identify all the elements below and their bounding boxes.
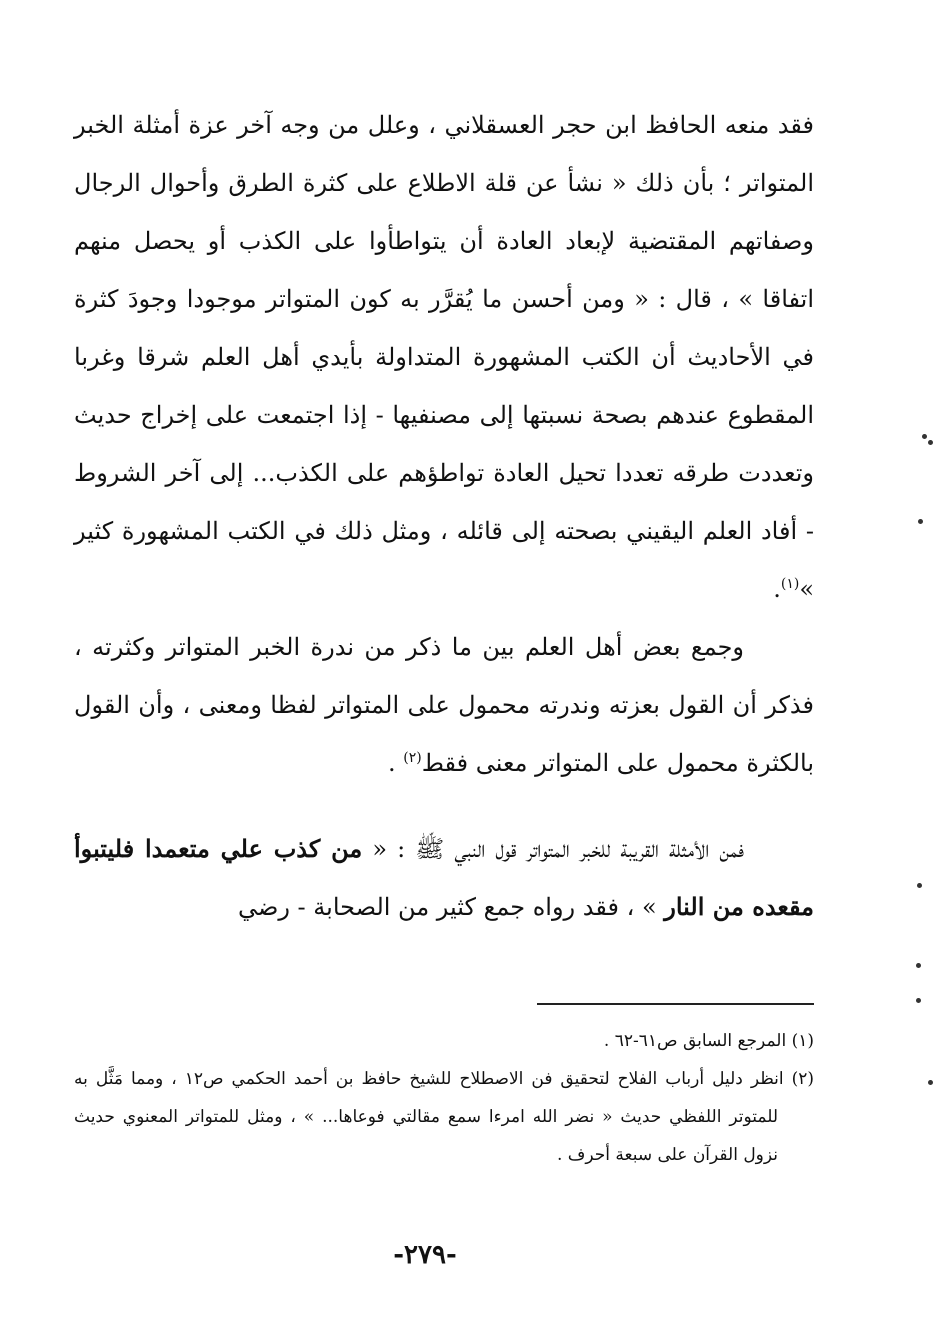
footnote-reference: (١) — [780, 576, 800, 592]
margin-dot — [916, 963, 921, 968]
hadith-quote: من كذب علي متعمدا فليتبوأ مقعده من النار — [74, 834, 814, 921]
margin-dot — [916, 998, 921, 1003]
footnote-reference: (٢) — [403, 750, 422, 766]
footnote-divider — [537, 1003, 814, 1005]
paragraph-text: وجمع بعض أهل العلم بين ما ذكر من ندرة الخبر المتواتر وكثرته ، فذكر أن القول بعزته وندرته محمول على المتواتر لفظا ومعنى ، وأن القول بالكثرة محمول على المتواتر معنى فقط — [74, 633, 814, 777]
footnote: (٢) انظر دليل أرباب الفلاح لتحقيق فن الاصطلاح للشيخ حافظ بن أحمد الحكمي ص١٢ ، ومما مَثَّل به للمتوتر اللفظي حديث « نضر الله امرءا سمع مقالتي فوعاها... » ، ومثل للمتواتر المعنوي حديث نزول القرآن على سبعة أحرف . — [74, 1069, 814, 1165]
footnote: (١) المرجع السابق ص٦١-٦٢ . — [603, 1031, 814, 1051]
paragraph — [74, 618, 814, 792]
margin-dot — [917, 883, 922, 888]
paragraph-text: » ، فقد رواه جمع كثير من الصحابة - رضي — [237, 893, 665, 921]
margin-dot — [918, 519, 923, 524]
paragraph-text: فقد منعه الحافظ ابن حجر العسقلاني ، وعلل من وجه آخر عزة أمثلة الخبر المتواتر ؛ بأن ذلك « نشأ عن قلة الاطلاع على كثرة الطرق وأحوال الرجال وصفاتهم المقتضية لإبعاد العادة أن يتواطأوا على الكذب أو يحصل منهم اتفاقا » ، قال : « ومن أحسن ما يُقرَّر به كون المتواتر موجودا وجودَ كثرة في الأحاديث أن الكتب المشهورة المتداولة بأيدي أهل العلم شرقا وغربا المقطوع عندهم بصحة نسبتها إلى مصنفيها - إذا اجتمعت على إخراج حديث وتعددت طرقه تعددا تحيل العادة تواطؤهم على الكذب... إلى آخر الشروط - أفاد العلم اليقيني بصحته إلى قائله ، ومثل ذلك في الكتب المشهورة كثير » — [74, 111, 814, 603]
paragraph — [74, 96, 814, 618]
page-number: -٢٧٩- — [393, 1240, 457, 1270]
margin-dot — [922, 434, 927, 439]
paragraph-end: . — [388, 749, 404, 777]
margin-dot — [928, 440, 933, 445]
paragraph-end: . — [773, 575, 781, 603]
paragraph-text: فمن الأمثلة القريبة للخبر المتواتر قول النبي ﷺ : « — [362, 835, 744, 863]
footnotes — [74, 1022, 814, 1174]
paragraph — [74, 820, 814, 936]
main-text — [74, 96, 814, 936]
margin-dot — [928, 1080, 933, 1085]
